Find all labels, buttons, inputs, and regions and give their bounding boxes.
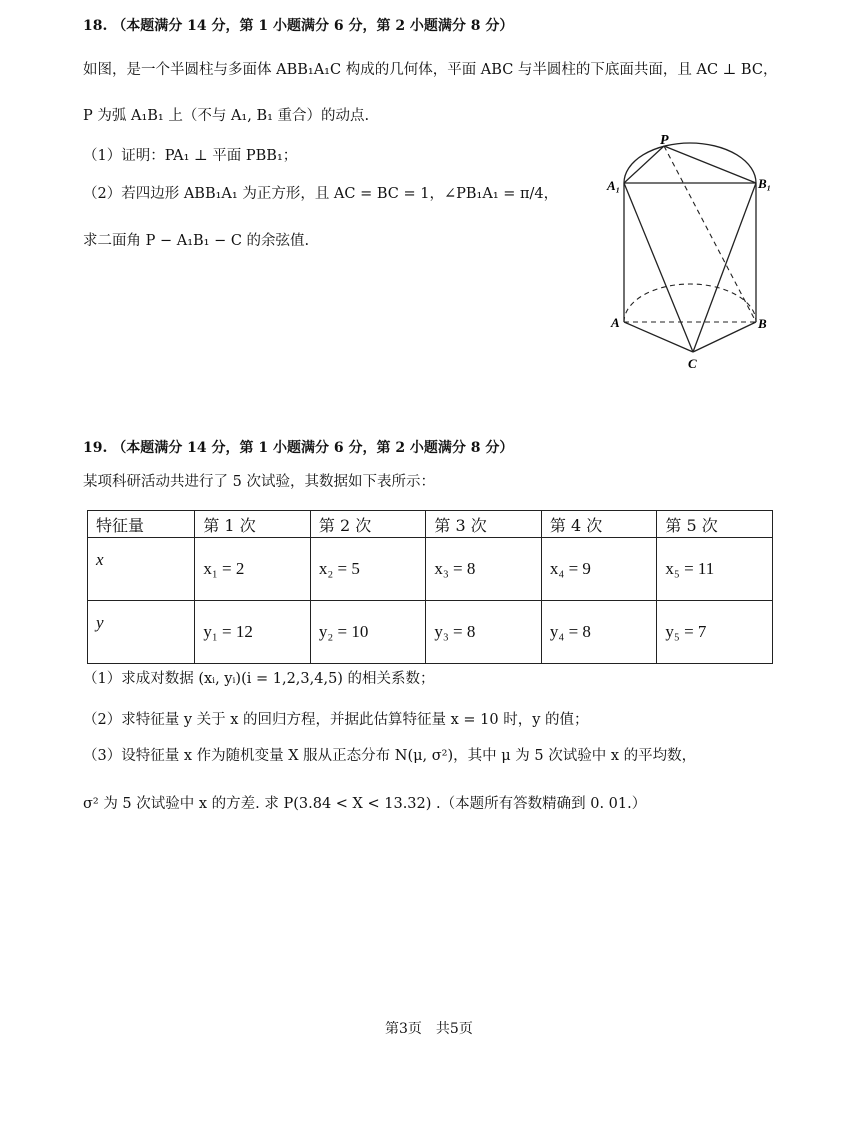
top-arc (624, 143, 756, 183)
table-cell: x₁ = 2 (195, 538, 311, 601)
table-cell: x₃ = 8 (426, 538, 542, 601)
edge-p-b-dashed (664, 146, 756, 322)
table-cell: x (88, 538, 195, 601)
label-a: A (611, 315, 620, 330)
table-cell: y₂ = 10 (310, 601, 426, 664)
table-header-cell: 第 4 次 (541, 511, 657, 538)
table-header-cell: 第 5 次 (657, 511, 773, 538)
q19-intro: 某项科研活动共进行了 5 次试验，其数据如下表所示： (83, 474, 435, 490)
table-cell: y₁ = 12 (195, 601, 311, 664)
q19-part3-cont: σ² 为 5 次试验中 x 的方差. 求 P(3.84 < X < 13.32) .（本题所有答数精确到 0. 01.） (83, 796, 647, 812)
table-header-row (88, 511, 773, 538)
q19-part1: （1）求成对数据 (xᵢ, yᵢ)(i = 1,2,3,4,5) 的相关系数； (83, 671, 435, 687)
table-cell: x₄ = 9 (541, 538, 657, 601)
geometry-figure (600, 125, 790, 375)
q18-part1: （1）证明：PA₁ ⊥ 平面 PBB₁； (83, 148, 298, 164)
table-cell: y₃ = 8 (426, 601, 542, 664)
q19-part2: （2）求特征量 y 关于 x 的回归方程，并据此估算特征量 x = 10 时，y 的值； (83, 712, 589, 728)
table-header-cell: 特征量 (88, 511, 195, 538)
table-cell: y₄ = 8 (541, 601, 657, 664)
label-b: B (758, 316, 767, 331)
table-cell: x₅ = 11 (657, 538, 773, 601)
bottom-arc-dashed (624, 284, 756, 322)
q18-part2-cont: 求二面角 P − A₁B₁ − C 的余弦值. (83, 233, 310, 249)
data-table (87, 510, 773, 664)
q19-part3: （3）设特征量 x 作为随机变量 X 服从正态分布 N(μ, σ²)，其中 μ 为 5 次试验中 x 的平均数， (83, 748, 697, 764)
q18-line2: P 为弧 A₁B₁ 上（不与 A₁, B₁ 重合）的动点. (83, 108, 370, 124)
edge-p-b1 (664, 146, 756, 183)
q18-part2: （2）若四边形 ABB₁A₁ 为正方形，且 AC = BC = 1，∠PB₁A₁ = π/4， (83, 186, 559, 202)
q18-header: 18. （本题满分 14 分，第 1 小题满分 6 分，第 2 小题满分 8 分） (83, 18, 514, 34)
table-cell: x₂ = 5 (310, 538, 426, 601)
table-header-cell: 第 3 次 (426, 511, 542, 538)
label-a1: A₁ (607, 178, 621, 193)
table-row (88, 601, 773, 664)
table-cell: y (88, 601, 195, 664)
label-c: C (688, 356, 697, 371)
q18-line1: 如图，是一个半圆柱与多面体 ABB₁A₁C 构成的几何体，平面 ABC 与半圆柱的下底面共面，且 AC ⊥ BC， (83, 62, 778, 78)
table-cell: y₅ = 7 (657, 601, 773, 664)
page-footer: 第3页 共5页 (385, 1021, 473, 1037)
table-row (88, 538, 773, 601)
table-header-cell: 第 2 次 (310, 511, 426, 538)
label-b1: B₁ (758, 176, 772, 191)
table-header-cell: 第 1 次 (195, 511, 311, 538)
label-p: P (660, 133, 669, 148)
q19-header: 19. （本题满分 14 分，第 1 小题满分 6 分，第 2 小题满分 8 分） (83, 440, 514, 456)
edge-p-a1 (624, 146, 664, 183)
